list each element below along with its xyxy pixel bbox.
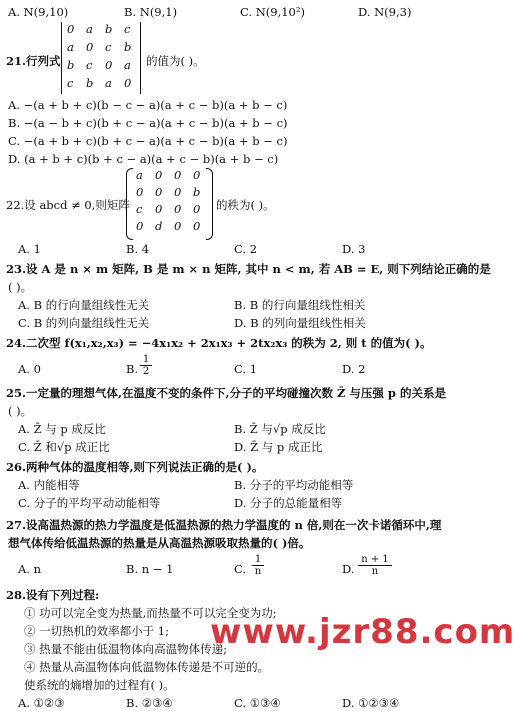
q26-option-a: A. 内能相等: [18, 478, 80, 492]
q21-matrix-cell-r4-c3: a: [105, 76, 112, 90]
q24-option-b-numerator: 1: [140, 354, 152, 366]
q21-matrix-cell-r1-c2: a: [86, 22, 93, 36]
top-option-b: B. N(9,1): [124, 5, 178, 19]
q23-text-line1: 23.设 A 是 n × m 矩阵, B 是 m × n 矩阵, 其中 n < m, 若 AB = E, 则下列结论正确的是: [6, 262, 491, 276]
q22-option-d: D. 3: [342, 242, 366, 256]
q21-suffix: 的值为( )。: [146, 54, 205, 68]
q27-option-c-denominator: n: [254, 566, 262, 577]
q25-option-c: C. Z̄ 和√p 成正比: [18, 440, 110, 454]
q28-item-1: ① 功可以完全变为热量,而热量不可以完全变为功;: [24, 606, 277, 620]
q22-option-c: C. 2: [234, 242, 258, 256]
q22-matrix-cell-r3-c4: 0: [193, 202, 201, 216]
q21-matrix-cell-r4-c4: 0: [124, 76, 132, 90]
q23-option-c: C. B 的列向量组线性无关: [18, 316, 150, 330]
q22-option-b: B. 4: [126, 242, 150, 256]
q27-option-d-numerator: n + 1: [358, 554, 392, 566]
q24-option-b-denominator: 2: [142, 366, 150, 377]
q26-text: 26.两种气体的温度相等,则下列说法正确的是( )。: [6, 460, 264, 474]
q22-matrix-cell-r1-c4: 0: [193, 168, 201, 182]
q22-matrix-cell-r4-c2: d: [155, 219, 163, 233]
q22-matrix-cell-r3-c1: c: [136, 202, 143, 216]
q28-option-d: D. ①②③④: [342, 696, 400, 710]
q28-option-b: B. ②③④: [126, 696, 173, 710]
q21-matrix-cell-r2-c2: 0: [86, 40, 94, 54]
q26-option-d: D. 分子的总能量相等: [234, 496, 343, 510]
q25-option-d: D. Z̄ 与 p 成正比: [234, 440, 323, 454]
watermark: www.jzr88.com: [210, 612, 515, 652]
q25-option-a: A. Z̄ 与 p 成反比: [18, 422, 106, 436]
top-option-d: D. N(9,3): [358, 5, 412, 19]
q24-option-a: A. 0: [18, 362, 41, 376]
q28-item-4: ④ 热量从高温物体向低温物体传递是不可逆的。: [24, 660, 270, 674]
q24-option-b: B.: [126, 362, 139, 376]
q21-prefix: 21.行列式: [6, 54, 61, 68]
q27-option-d-denominator: n: [371, 566, 379, 577]
q24-option-c: C. 1: [234, 362, 258, 376]
q28-item-2: ② 一切热机的效率都小于 1;: [24, 624, 170, 638]
q22-option-a: A. 1: [18, 242, 41, 256]
q22-bracket-right: [206, 168, 213, 240]
q23-text-line2: ( )。: [8, 280, 33, 294]
q22-matrix-cell-r1-c3: 0: [174, 168, 182, 182]
q27-text-line1: 27.设高温热源的热力学温度是低温热源的热力学温度的 n 倍,则在一次卡诺循环中,理: [6, 518, 442, 532]
q25-text-line1: 25.一定量的理想气体,在温度不变的条件下,分子的平均碰撞次数 Z̄ 与压强 p 的关系是: [6, 386, 446, 400]
q28-option-c: C. ①③④: [234, 696, 281, 710]
q21-matrix-cell-r1-c3: b: [105, 22, 113, 36]
q21-matrix-cell-r4-c1: c: [67, 76, 74, 90]
q22-bracket-left: [126, 168, 133, 240]
q23-option-a: A. B 的行向量组线性无关: [18, 298, 150, 312]
q21-matrix-cell-r3-c1: b: [67, 58, 75, 72]
q22-prefix: 22.设 abcd ≠ 0,则矩阵: [6, 198, 130, 212]
q22-matrix-cell-r4-c1: 0: [136, 219, 144, 233]
q26-option-b: B. 分子的平均动能相等: [234, 478, 354, 492]
q21-option-a: A. −(a + b + c)(b − c − a)(a + c − b)(a + b − c): [8, 98, 288, 112]
q21-det-right-bar: [140, 22, 141, 94]
q28-text: 28.设有下列过程:: [6, 588, 100, 602]
q21-matrix-cell-r3-c4: a: [124, 58, 131, 72]
q22-matrix-cell-r1-c2: 0: [155, 168, 163, 182]
q27-option-c-fraction: [252, 554, 264, 577]
q24-text: 24.二次型 f(x₁,x₂,x₃) = −4x₁x₂ + 2x₁x₃ + 2tx₂x₃ 的秩为 2, 则 t 的值为( )。: [6, 336, 432, 350]
q25-text-line2: ( )。: [8, 404, 33, 418]
q27-option-c: C.: [234, 562, 247, 576]
q21-option-d: D. (a + b + c)(b + c − a)(a + c − b)(a + b − c): [8, 152, 279, 166]
q22-matrix-cell-r3-c3: 0: [174, 202, 182, 216]
q21-matrix-cell-r4-c2: b: [86, 76, 94, 90]
q28-item-3: ③ 热量不能由低温物体向高温物体传递;: [24, 642, 228, 656]
q23-option-b: B. B 的行向量组线性相关: [234, 298, 366, 312]
q22-suffix: 的秩为( )。: [216, 198, 275, 212]
q22-matrix-cell-r2-c2: 0: [155, 185, 163, 199]
q28-ask: 使系统的熵增加的过程有( )。: [24, 678, 175, 692]
top-option-c: C. N(9,10²): [240, 5, 305, 19]
top-option-a: A. N(9,10): [8, 5, 69, 19]
q22-matrix-cell-r2-c3: 0: [174, 185, 182, 199]
q21-matrix-cell-r3-c3: 0: [105, 58, 113, 72]
q22-matrix-cell-r2-c4: b: [193, 185, 201, 199]
q27-option-a: A. n: [18, 562, 42, 576]
q26-option-c: C. 分子的平均平动动能相等: [18, 496, 161, 510]
q24-option-b-fraction: [140, 354, 152, 377]
q27-option-d-fraction: [358, 554, 392, 577]
q21-matrix-cell-r3-c2: c: [86, 58, 93, 72]
q21-matrix-cell-r2-c3: c: [105, 40, 112, 54]
q24-option-d: D. 2: [342, 362, 366, 376]
q21-matrix-cell-r1-c4: c: [124, 22, 131, 36]
q23-option-d: D. B 的列向量组线性相关: [234, 316, 366, 330]
q27-option-d: D.: [342, 562, 355, 576]
q21-matrix-cell-r2-c4: b: [124, 40, 132, 54]
q22-matrix-cell-r4-c3: 0: [174, 219, 182, 233]
q21-det-left-bar: [61, 22, 62, 94]
q22-matrix-cell-r3-c2: 0: [155, 202, 163, 216]
q22-matrix-cell-r4-c4: 0: [193, 219, 201, 233]
q28-option-a: A. ①②③: [18, 696, 65, 710]
q21-option-b: B. −(a − b + c)(b + c − a)(a + c − b)(a + b − c): [8, 116, 288, 130]
q22-matrix-cell-r1-c1: a: [136, 168, 143, 182]
q27-option-c-numerator: 1: [252, 554, 264, 566]
q25-option-b: B. Z̄ 与√p 成反比: [234, 422, 326, 436]
q21-matrix-cell-r1-c1: 0: [67, 22, 75, 36]
q27-text-line2: 想气体传给低温热源的热量是从高温热源吸取热量的( )倍。: [8, 536, 311, 550]
q27-option-b: B. n − 1: [126, 562, 174, 576]
q21-option-c: C. −(a + b + c)(b + c − a)(a + c − b)(a + b − c): [8, 134, 288, 148]
q21-matrix-cell-r2-c1: a: [67, 40, 74, 54]
q22-matrix-cell-r2-c1: 0: [136, 185, 144, 199]
